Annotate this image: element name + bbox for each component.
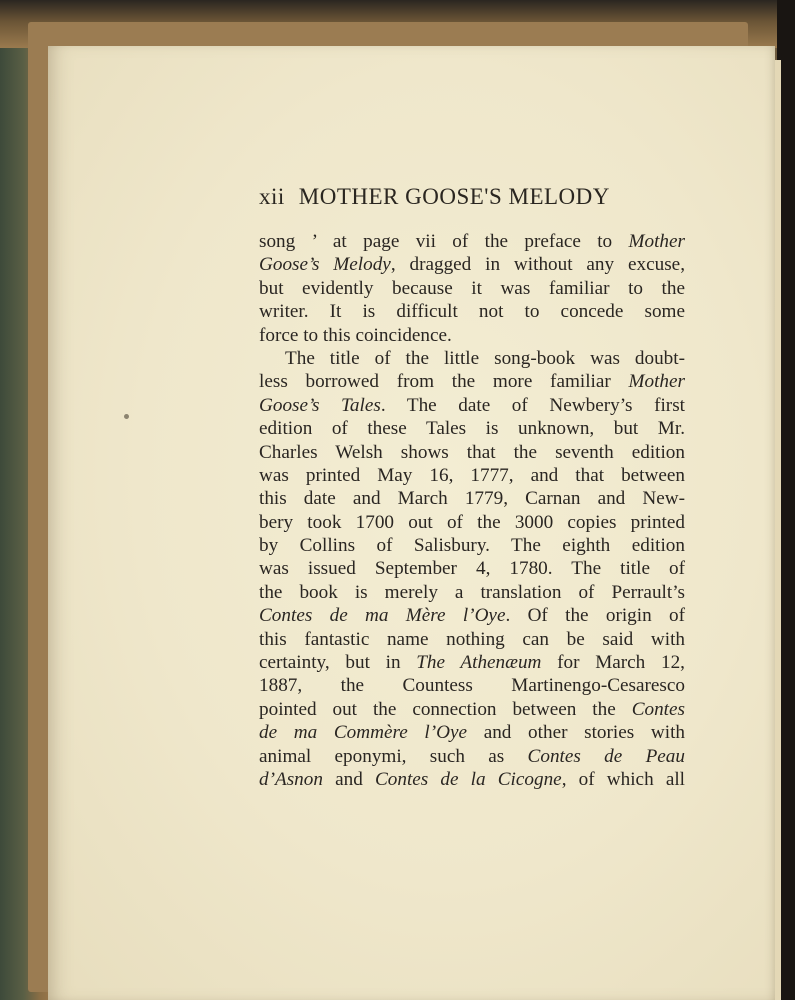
- text-run: certainty, but in: [259, 652, 417, 674]
- running-header: [259, 184, 689, 214]
- italic-title: Contes de ma Mère l’Oye: [259, 605, 506, 627]
- page-number: xii: [259, 184, 285, 209]
- text-line: [259, 487, 685, 510]
- italic-title: Mother: [628, 371, 685, 393]
- text-line: [259, 557, 685, 580]
- running-title: MOTHER GOOSE'S MELODY: [298, 184, 610, 209]
- text-line: [259, 253, 685, 276]
- italic-title: Contes: [631, 698, 685, 720]
- text-run: animal eponymi, such as: [259, 745, 528, 767]
- text-line: [259, 581, 685, 604]
- text-run: for March 12,: [541, 652, 685, 674]
- text-line: [259, 324, 685, 347]
- text-run: . The date of Newbery’s first: [380, 394, 685, 416]
- text-run: but evidently because it was familiar to the: [259, 277, 685, 299]
- paper-speck: [124, 414, 129, 419]
- text-run: , of which all: [561, 768, 685, 790]
- text-line: [259, 347, 685, 370]
- text-line: [259, 768, 685, 791]
- text-run: pointed out the connection between the: [259, 698, 632, 720]
- text-line: [259, 674, 685, 697]
- text-line: [259, 698, 685, 721]
- text-run: . Of the origin of: [505, 605, 685, 627]
- italic-title: The Athenæum: [416, 652, 542, 674]
- text-run: the book is merely a translation of Perrault’s: [259, 581, 685, 603]
- italic-title: Goose’s Tales: [259, 394, 381, 416]
- text-run: by Collins of Salisbury. The eighth edition: [259, 535, 685, 557]
- italic-title: d’Asnon: [259, 768, 323, 790]
- text-run: this date and March 1779, Carnan and New-: [259, 488, 685, 510]
- text-line: [259, 441, 685, 464]
- text-run: edition of these Tales is unknown, but Mr.: [259, 418, 685, 440]
- text-run: less borrowed from the more familiar: [259, 371, 629, 393]
- text-line: [259, 604, 685, 627]
- text-run: , dragged in without any excuse,: [390, 254, 685, 276]
- text-run: 1887, the Countess Martinengo-Cesaresco: [259, 675, 685, 697]
- text-run: and: [322, 768, 375, 790]
- text-run: bery took 1700 out of the 3000 copies printed: [259, 511, 685, 533]
- text-line: [259, 230, 685, 253]
- text-line: [259, 721, 685, 744]
- text-line: [259, 394, 685, 417]
- text-line: [259, 534, 685, 557]
- text-line: [259, 300, 685, 323]
- text-run: force to this coincidence.: [259, 324, 452, 346]
- text-run: The title of the little song-book was doubt-: [285, 347, 685, 369]
- text-line: [259, 370, 685, 393]
- text-line: [259, 651, 685, 674]
- text-line: [259, 417, 685, 440]
- text-run: was printed May 16, 1777, and that between: [259, 464, 685, 486]
- text-run: writer. It is difficult not to concede some: [259, 301, 685, 323]
- text-run: song ’ at page vii of the preface to: [259, 231, 629, 252]
- text-line: [259, 277, 685, 300]
- text-run: and other stories with: [467, 722, 685, 744]
- text-run: this fantastic name nothing can be said with: [259, 628, 685, 650]
- text-line: [259, 745, 685, 768]
- page-edge: [775, 60, 781, 1000]
- italic-title: Contes de Peau: [527, 745, 685, 767]
- italic-title: de ma Commère l’Oye: [259, 722, 468, 744]
- text-run: Charles Welsh shows that the seventh edition: [259, 441, 685, 463]
- text-line: [259, 464, 685, 487]
- text-run: was issued September 4, 1780. The title of: [259, 558, 685, 580]
- text-line: [259, 511, 685, 534]
- text-line: [259, 628, 685, 651]
- italic-title: Mother: [628, 231, 685, 252]
- body-text: [259, 230, 685, 791]
- italic-title: Goose’s Melody: [259, 254, 391, 276]
- italic-title: Contes de la Cicogne: [374, 768, 562, 790]
